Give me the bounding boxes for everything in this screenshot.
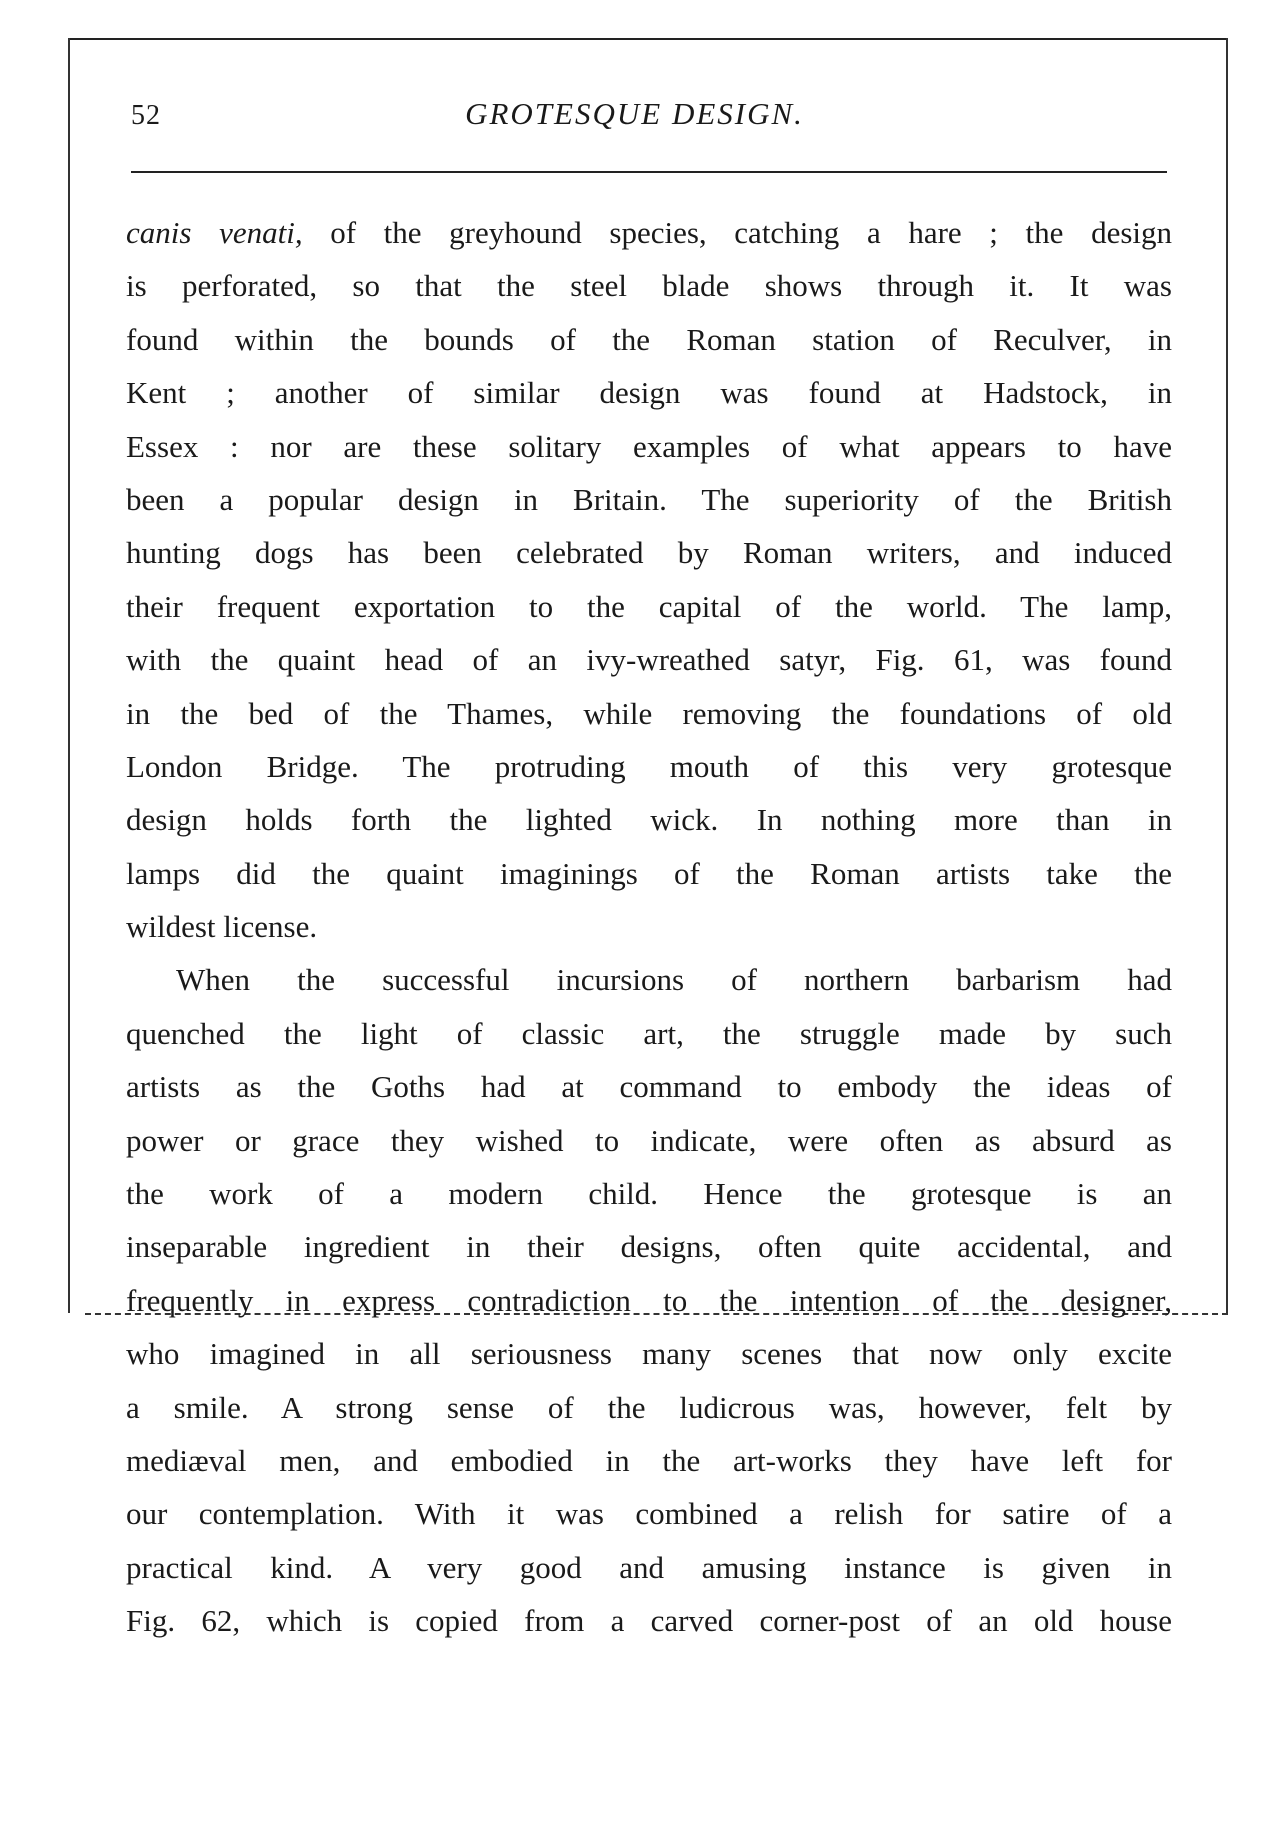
text-line: Fig. 62, which is copied from a carved corner-post of an old house: [126, 1603, 1172, 1639]
text-line: mediæval men, and embodied in the art-works they have left for: [126, 1442, 1172, 1478]
page-frame-right: [1226, 38, 1228, 1313]
text-line: quenched the light of classic art, the struggle made by such: [126, 1015, 1172, 1051]
text-line: who imagined in all seriousness many scenes that now only excite: [126, 1336, 1172, 1372]
page-frame-top: [70, 38, 1228, 40]
body-text: [126, 206, 1172, 1648]
paragraph-1: [126, 206, 1172, 953]
text-line: a smile. A strong sense of the ludicrous was, however, felt by: [126, 1389, 1172, 1425]
text-line: [126, 206, 1172, 259]
text-line: wildest license.: [126, 909, 318, 945]
paragraph-2: [126, 953, 1172, 1647]
text-line: artists as the Goths had at command to embody the ideas of: [126, 1069, 1172, 1105]
text-line: their frequent exportation to the capital of the world. The lamp,: [126, 588, 1172, 624]
text-line: in the bed of the Thames, while removing the foundations of old: [126, 695, 1172, 731]
text-line: London Bridge. The protruding mouth of this very grotesque: [126, 748, 1172, 784]
header-rule: [131, 171, 1167, 173]
text-line: been a popular design in Britain. The superiority of the British: [126, 481, 1172, 517]
text-line: is perforated, so that the steel blade shows through it. It was: [126, 268, 1172, 304]
text-line: Essex : nor are these solitary examples of what appears to have: [126, 428, 1172, 464]
text-line: practical kind. A very good and amusing instance is given in: [126, 1549, 1172, 1585]
text-line: our contemplation. With it was combined a relish for satire of a: [126, 1496, 1172, 1532]
text-line: When the successful incursions of northern barbarism had: [176, 962, 1172, 998]
text-line-rest: of the greyhound species, catching a hare ; the design: [302, 215, 1172, 250]
text-line: inseparable ingredient in their designs, often quite accidental, and: [126, 1229, 1172, 1265]
text-line: design holds forth the lighted wick. In nothing more than in: [126, 802, 1172, 838]
latin-phrase: canis venati,: [126, 215, 303, 250]
text-line: with the quaint head of an ivy-wreathed satyr, Fig. 61, was found: [126, 642, 1172, 678]
page-frame-left: [68, 38, 70, 1313]
text-line: hunting dogs has been celebrated by Roman writers, and induced: [126, 535, 1172, 571]
text-line: the work of a modern child. Hence the grotesque is an: [126, 1176, 1172, 1212]
text-line: lamps did the quaint imaginings of the Roman artists take the: [126, 855, 1172, 891]
text-line: frequently in express contradiction to the intention of the designer,: [126, 1282, 1172, 1318]
page-number: 52: [131, 100, 161, 131]
text-line: found within the bounds of the Roman station of Reculver, in: [126, 321, 1172, 357]
running-head: GROTESQUE DESIGN.: [465, 96, 804, 131]
text-line: Kent ; another of similar design was found at Hadstock, in: [126, 375, 1172, 411]
text-line: power or grace they wished to indicate, were often as absurd as: [126, 1122, 1172, 1158]
